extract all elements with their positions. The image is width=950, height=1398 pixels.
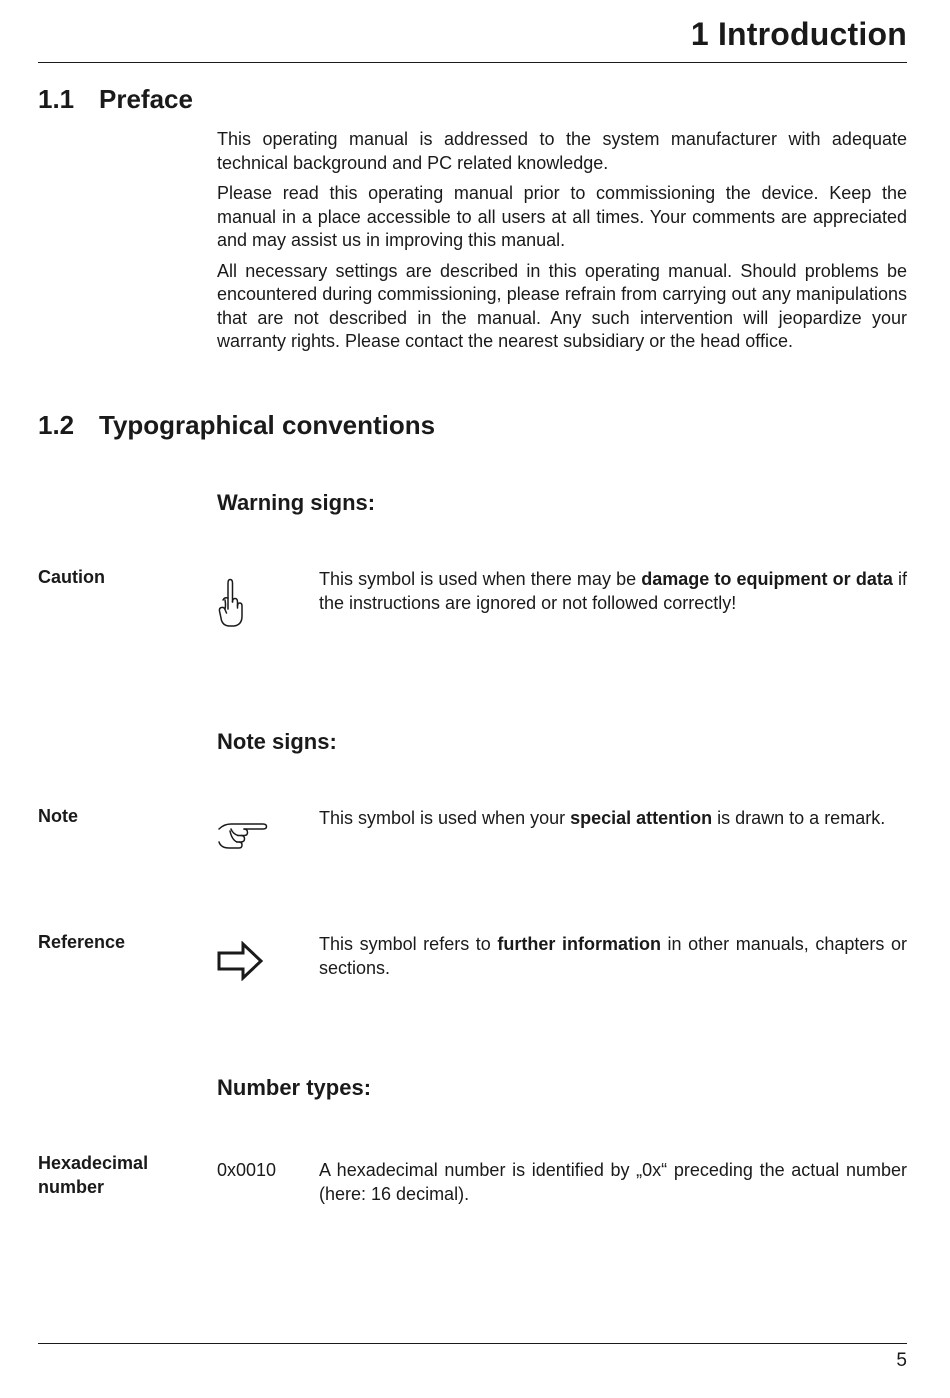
number-types-heading: Number types:	[217, 1075, 372, 1100]
header-rule	[38, 62, 907, 63]
note-signs-heading: Note signs:	[217, 729, 337, 754]
note-label: Note	[38, 806, 78, 826]
preface-text	[217, 128, 907, 361]
note-text-start: This symbol is used when your	[319, 808, 571, 828]
preface-paragraph-1: This operating manual is addressed to the system manufacturer with adequate technical background and PC related knowledge.	[217, 129, 907, 173]
hexadecimal-label: Hexadecimal number	[38, 1153, 149, 1197]
reference-text-emphasis: further information	[497, 934, 661, 954]
footer-rule	[38, 1343, 907, 1344]
caution-text-end: if the instructions are ignored or not followed correctly!	[319, 569, 907, 613]
note-text-emphasis: special attention	[570, 808, 713, 828]
note-description	[319, 807, 907, 831]
hexadecimal-example: 0x0010	[217, 1160, 277, 1180]
page-number: 5	[896, 1350, 907, 1371]
section-1-2-title: Typographical conventions	[99, 410, 436, 440]
reference-description	[319, 933, 907, 980]
section-1-1-title: Preface	[99, 84, 193, 114]
note-text-end: is drawn to a remark.	[712, 808, 886, 828]
section-1-2-number: 1.2	[38, 410, 75, 440]
preface-paragraph-3: All necessary settings are described in this operating manual. Should problems be encountered during commissioning, please refrain from carrying out any manipulations that are not described in the manual. Any such intervention will jeopardize your warranty rights. Please contact the nearest subsidiary or the head office.	[217, 260, 907, 351]
section-1-1-number: 1.1	[38, 84, 75, 114]
reference-label: Reference	[38, 932, 126, 952]
caution-text-start: This symbol is used when there may be	[319, 569, 642, 589]
caution-label: Caution	[38, 567, 105, 587]
pointing-hand-icon	[217, 820, 269, 855]
hexadecimal-description: A hexadecimal number is identified by „0x“ preceding the actual number (here: 16 decimal).	[319, 1160, 907, 1204]
outline-right-arrow-icon	[217, 941, 265, 986]
caution-description	[319, 568, 907, 615]
reference-text-end: in other manuals, chapters or sections.	[319, 934, 908, 978]
preface-paragraph-2: Please read this operating manual prior to commissioning the device. Keep the manual in a place accessible to all users at all times. Your comments are appreciated and may assist us in improving this manual.	[217, 183, 907, 250]
chapter-title: 1 Introduction	[690, 16, 907, 52]
caution-text-emphasis: damage to equipment or data	[641, 569, 893, 589]
raised-index-finger-icon	[217, 578, 245, 635]
reference-text-start: This symbol refers to	[319, 934, 498, 954]
warning-signs-heading: Warning signs:	[217, 490, 376, 515]
